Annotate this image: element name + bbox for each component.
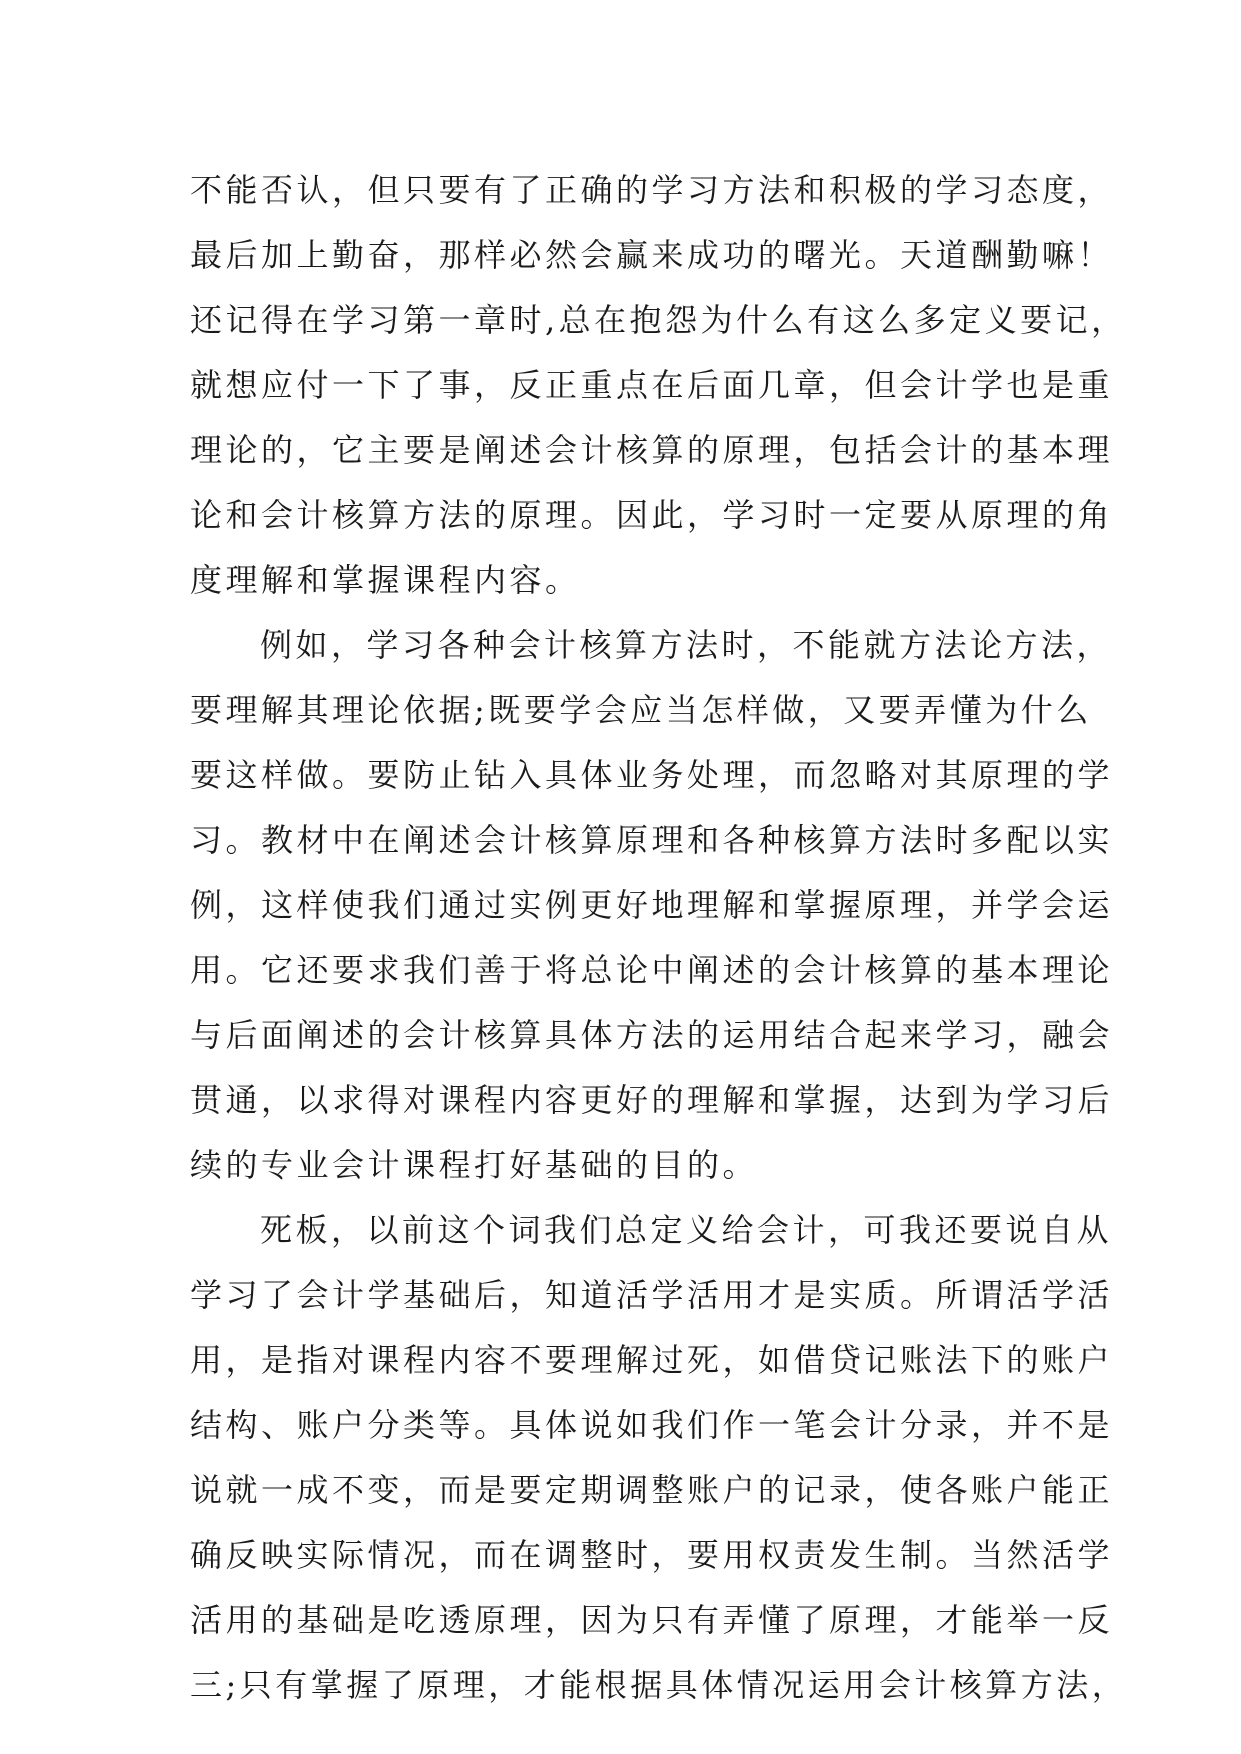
text-line: 度理解和掌握课程内容。 [190,561,581,599]
text-line: 学习了会计学基础后，知道活学活用才是实质。所谓活学活 [190,1276,1114,1314]
body-text [190,158,1128,1718]
text-line: 与后面阐述的会计核算具体方法的运用结合起来学习，融会 [190,1016,1114,1054]
text-line: 习。教材中在阐述会计核算原理和各种核算方法时多配以实 [190,821,1114,859]
text-line: 最后加上勤奋，那样必然会赢来成功的曙光。天道酬勤嘛！ [190,236,1114,274]
text-line: 不能否认，但只要有了正确的学习方法和积极的学习态度， [190,171,1114,209]
text-line: 例，这样使我们通过实例更好地理解和掌握原理，并学会运 [190,886,1114,924]
text-line: 用。它还要求我们善于将总论中阐述的会计核算的基本理论 [190,951,1114,989]
text-line: 要理解其理论依据;既要学会应当怎样做，又要弄懂为什么 [190,691,1092,729]
text-line: 结构、账户分类等。具体说如我们作一笔会计分录，并不是 [190,1406,1114,1444]
paragraph-first-line: 例如，学习各种会计核算方法时，不能就方法论方法， [260,626,1113,664]
text-line: 三;只有掌握了原理，才能根据具体情况运用会计核算方法， [190,1666,1128,1704]
text-line: 就想应付一下了事，反正重点在后面几章，但会计学也是重 [190,366,1114,404]
text-line: 要这样做。要防止钻入具体业务处理，而忽略对其原理的学 [190,756,1114,794]
text-line: 续的专业会计课程打好基础的目的。 [190,1146,759,1184]
text-line: 说就一成不变，而是要定期调整账户的记录，使各账户能正 [190,1471,1114,1509]
text-line: 用，是指对课程内容不要理解过死，如借贷记账法下的账户 [190,1341,1114,1379]
text-line: 理论的，它主要是阐述会计核算的原理，包括会计的基本理 [190,431,1114,469]
text-line: 确反映实际情况，而在调整时，要用权责发生制。当然活学 [190,1536,1114,1574]
text-line: 论和会计核算方法的原理。因此，学习时一定要从原理的角 [190,496,1114,534]
text-line: 贯通，以求得对课程内容更好的理解和掌握，达到为学习后 [190,1081,1114,1119]
paragraph-first-line: 死板，以前这个词我们总定义给会计，可我还要说自从 [260,1211,1113,1249]
text-line: 还记得在学习第一章时,总在抱怨为什么有这么多定义要记， [190,301,1127,339]
text-line: 活用的基础是吃透原理，因为只有弄懂了原理，才能举一反 [190,1601,1114,1639]
